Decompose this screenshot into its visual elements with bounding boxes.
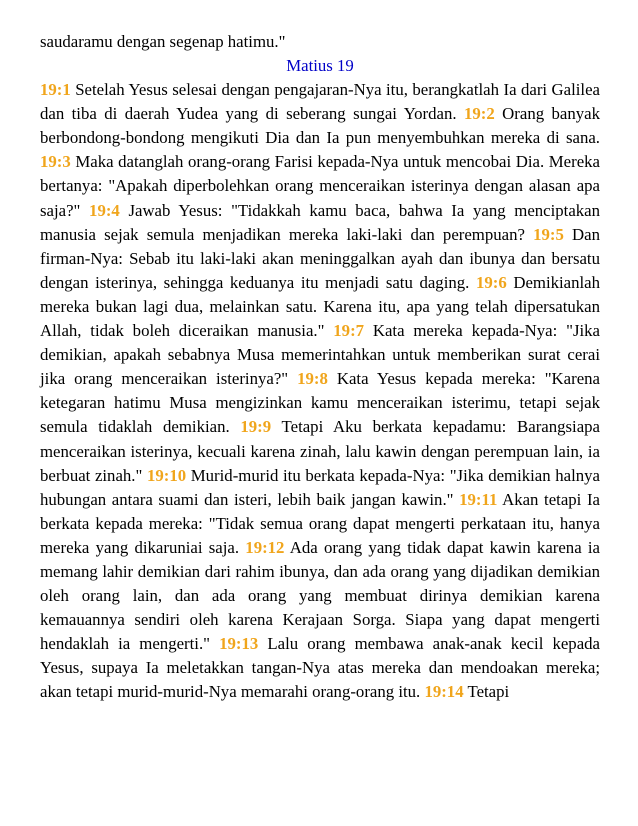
- verse-text: Kata mereka kepada-Nya: "Jika demikian, apakah sebabnya Musa memerintahkan untuk memberikan surat cerai jika orang menceraikan isterinya?": [40, 321, 600, 389]
- verse-text: Ada orang yang tidak dapat kawin karena ia memang lahir demikian dari rahim ibunya, dan ada orang yang dijadikan demikian oleh orang lain, dan ada orang yang membuat dirinya demikian karena kemauannya sendiri oleh karena Kerajaan Sorga. Siapa yang dapat mengerti hendaklah ia mengerti.": [40, 537, 600, 654]
- verse-text: Dan firman-Nya: Sebab itu laki-laki akan meninggalkan ayah dan ibunya dan bersatu dengan isterinya, sehingga keduanya itu menjadi satu daging.: [40, 224, 601, 292]
- verse-number: 19:6: [475, 272, 507, 292]
- verse-number: 19:1: [40, 80, 71, 100]
- verse-text: Orang banyak berbondong-bondong mengikuti Dia dan Ia pun menyembuhkan mereka di sana.: [40, 104, 600, 148]
- verse-number: 19:12: [245, 537, 285, 557]
- verse-text: Jawab Yesus: "Tidakkah kamu baca, bahwa Ia yang menciptakan manusia sejak semula menjadikan mereka laki-laki dan perempuan?: [40, 200, 600, 244]
- verse-text: Tetapi: [463, 682, 510, 702]
- verse-text: Demikianlah mereka bukan lagi dua, melainkan satu. Karena itu, apa yang telah dipersatukan Allah, tidak boleh diceraikan manusia.": [40, 272, 601, 341]
- verse-number: 19:11: [459, 489, 498, 509]
- verse-number: 19:9: [240, 417, 272, 437]
- chapter-title: Matius 19: [286, 56, 354, 76]
- verse-number: 19:7: [333, 321, 365, 341]
- verse-number: 19:14: [424, 682, 464, 702]
- verse-text: Maka datanglah orang-orang Farisi kepada-Nya untuk mencobai Dia. Mereka bertanya: "Apakah diperbolehkan orang menceraikan isterinya dengan alasan apa saja?": [40, 152, 600, 220]
- verse-paragraph: [40, 78, 600, 704]
- verse-number: 19:13: [219, 634, 259, 654]
- verse-number: 19:10: [146, 465, 187, 485]
- verse-text: Akan tetapi Ia berkata kepada mereka: "Tidak semua orang dapat mengerti perkataan itu, hanya mereka yang dikaruniai saja.: [40, 489, 600, 557]
- verse-number: 19:4: [89, 200, 120, 220]
- verse-number: 19:3: [40, 152, 71, 172]
- verse-number: 19:8: [297, 369, 328, 389]
- verse-number: 19:2: [463, 104, 495, 124]
- verse-text: Setelah Yesus selesai dengan pengajaran-Nya itu, berangkatlah Ia dari Galilea dan tiba di daerah Yudea yang di seberang sungai Yordan.: [40, 80, 600, 124]
- verse-number: 19:5: [533, 224, 564, 244]
- document-page: [40, 30, 600, 705]
- opening-line: saudaramu dengan segenap hatimu.": [40, 32, 286, 51]
- verse-text: Murid-murid itu berkata kepada-Nya: "Jika demikian halnya hubungan antara suami dan isteri, lebih baik jangan kawin.": [40, 465, 600, 509]
- verse-text: Kata Yesus kepada mereka: "Karena ketegaran hatimu Musa mengizinkan kamu menceraikan isterimu, tetapi sejak semula tidaklah demikian.: [40, 369, 601, 437]
- verse-text: Lalu orang membawa anak-anak kecil kepada Yesus, supaya Ia meletakkan tangan-Nya atas mereka dan mendoakan mereka; akan tetapi murid-murid-Nya memarahi orang-orang itu.: [40, 634, 600, 702]
- verse-text: Tetapi Aku berkata kepadamu: Barangsiapa menceraikan isterinya, kecuali karena zinah, lalu kawin dengan perempuan lain, ia berbuat zinah.": [40, 417, 600, 485]
